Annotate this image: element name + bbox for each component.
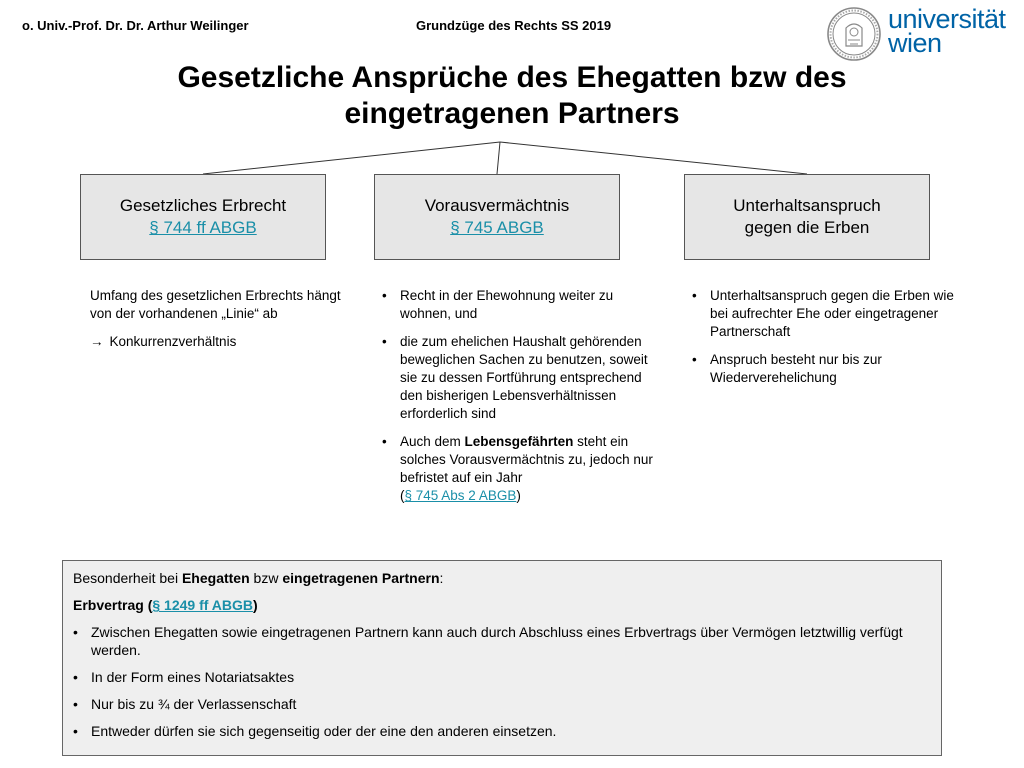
bullet-text-post: steht ein solches Vorausvermächtnis zu, jedoch nur befristet auf ein Jahr bbox=[400, 434, 653, 485]
bullet-text-bold: Lebensgefährten bbox=[464, 434, 574, 449]
heading-text: : bbox=[439, 570, 444, 586]
bullet-text: Unterhaltsanspruch gegen die Erben wie bei aufrechter Ehe oder eingetragener Partnerschaft bbox=[710, 288, 954, 339]
list-item bbox=[73, 668, 931, 686]
bullet-text-pre: Auch dem bbox=[400, 434, 465, 449]
header-author: o. Univ.-Prof. Dr. Dr. Arthur Weilinger bbox=[22, 18, 249, 33]
special-case-box bbox=[62, 560, 942, 756]
bullet-icon: • bbox=[73, 696, 78, 712]
contract-label: Erbvertrag ( bbox=[73, 597, 153, 613]
column-maintenance-notes bbox=[692, 287, 974, 397]
list-item bbox=[692, 287, 974, 341]
list-item bbox=[382, 287, 658, 323]
column-legacy-notes bbox=[382, 287, 658, 515]
box-maintenance-claim bbox=[684, 174, 930, 260]
list-item bbox=[382, 433, 658, 505]
box-label: Unterhaltsanspruch bbox=[733, 196, 881, 215]
heading-text: bzw bbox=[249, 570, 283, 586]
box-label-2: gegen die Erben bbox=[744, 218, 870, 237]
contract-label-close: ) bbox=[252, 597, 258, 613]
paren-open: ( bbox=[400, 488, 405, 503]
header-course: Grundzüge des Rechts SS 2019 bbox=[416, 18, 612, 33]
bullet-icon: • bbox=[73, 669, 78, 685]
link-1249-abgb[interactable]: § 1249 ff ABGB bbox=[152, 597, 253, 613]
university-seal-icon bbox=[826, 6, 882, 62]
link-744-abgb[interactable]: § 744 ff ABGB bbox=[149, 218, 257, 237]
arrow-right-icon: → bbox=[90, 334, 104, 349]
box-preferential-legacy bbox=[374, 174, 620, 260]
wordmark-line1: universität bbox=[888, 4, 1006, 34]
bullet-icon: • bbox=[73, 624, 78, 640]
title-line2: eingetragenen Partners bbox=[344, 97, 680, 130]
bullet-icon: • bbox=[692, 352, 697, 367]
university-logo bbox=[826, 6, 1016, 62]
bullet-icon: • bbox=[692, 288, 697, 303]
column-inheritance-notes bbox=[90, 287, 342, 361]
list-item bbox=[382, 333, 658, 423]
bullet-text: Zwischen Ehegatten sowie eingetragenen Partnern kann auch durch Abschluss eines Erbvertrags über Vermögen letztwillig verfügt werden. bbox=[91, 624, 903, 658]
heading-bold-partners: eingetragenen Partnern bbox=[282, 570, 440, 586]
inheritance-contract-line bbox=[73, 596, 931, 614]
special-heading bbox=[73, 569, 931, 587]
inheritance-scope-text: Umfang des gesetzlichen Erbrechts hängt von der vorhandenen „Linie“ ab bbox=[90, 288, 341, 321]
bullet-text: In der Form eines Notariatsaktes bbox=[91, 669, 295, 685]
link-745-abgb[interactable]: § 745 ABGB bbox=[450, 218, 544, 237]
list-item bbox=[692, 351, 974, 387]
list-item bbox=[73, 623, 931, 659]
title-line1: Gesetzliche Ansprüche des Ehegatten bzw des bbox=[177, 61, 847, 94]
bullet-text: Recht in der Ehewohnung weiter zu wohnen, und bbox=[400, 288, 614, 321]
heading-bold-spouses: Ehegatten bbox=[181, 570, 250, 586]
box-statutory-inheritance bbox=[80, 174, 326, 260]
bullet-text: Anspruch besteht nur bis zur Wiederverehelichung bbox=[710, 352, 882, 385]
competition-text: Konkurrenzverhältnis bbox=[109, 334, 237, 349]
link-745-abs2-abgb[interactable]: § 745 Abs 2 ABGB bbox=[404, 488, 517, 503]
bullet-text: Nur bis zu ¾ der Verlassenschaft bbox=[91, 696, 297, 712]
bullet-text: die zum ehelichen Haushalt gehörenden beweglichen Sachen zu benutzen, soweit sie zu dessen Fortführung entsprechend den bisherigen Lebensverhältnissen erforderlich sind bbox=[400, 334, 648, 421]
box-label: Gesetzliches Erbrecht bbox=[119, 196, 287, 215]
bullet-text: Entweder dürfen sie sich gegenseitig oder der eine den anderen einsetzen. bbox=[91, 723, 557, 739]
wordmark-line2: wien bbox=[888, 28, 942, 58]
list-item bbox=[73, 695, 931, 713]
slide-title bbox=[60, 60, 964, 132]
list-item bbox=[73, 722, 931, 740]
bullet-icon: • bbox=[382, 288, 387, 303]
bullet-icon: • bbox=[73, 723, 78, 739]
university-wordmark bbox=[888, 4, 1006, 58]
competition-line bbox=[90, 333, 342, 351]
heading-text: Besonderheit bei bbox=[73, 570, 182, 586]
bullet-icon: • bbox=[382, 334, 387, 349]
box-label: Vorausvermächtnis bbox=[424, 196, 570, 215]
paren-close: ) bbox=[516, 488, 521, 503]
bullet-icon: • bbox=[382, 434, 387, 449]
